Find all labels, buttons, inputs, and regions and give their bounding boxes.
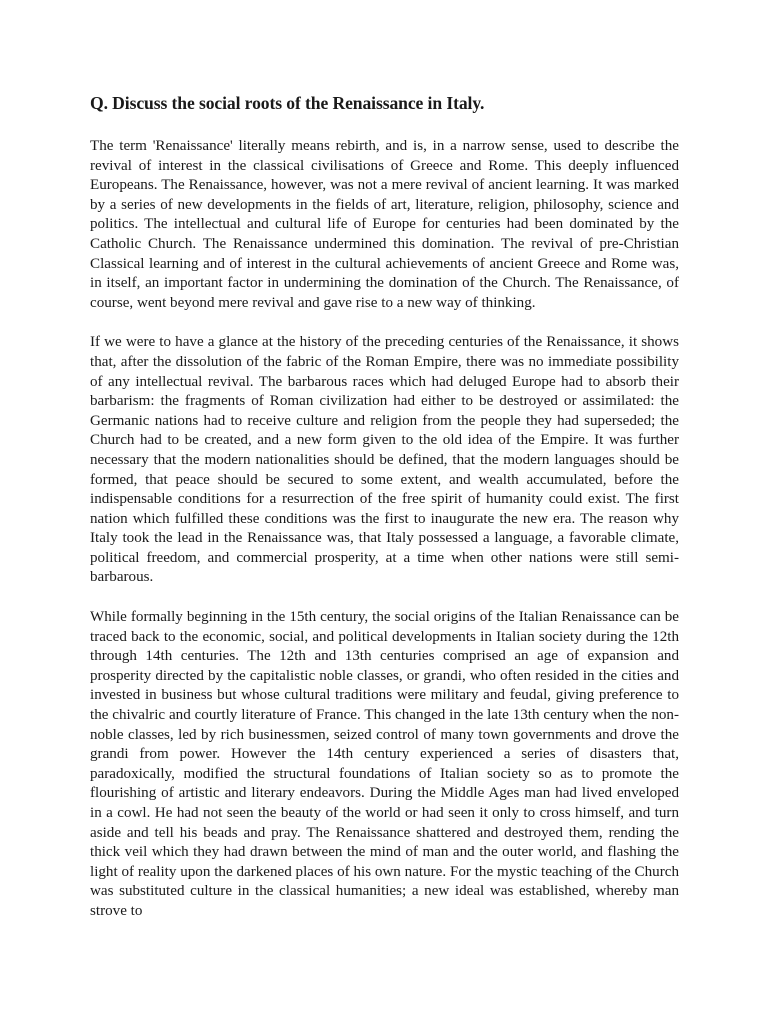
paragraph-preceding-centuries: If we were to have a glance at the history of the preceding centuries of the Renaissance, it shows that, after the dissolution of the fabric of the Roman Empire, there was no immediate possibility of any intellectual revival. The barbarous races which had deluged Europe had to absorb their barbarism: the fragments of Roman civilization had either to be destroyed or assimilated: the Germanic nations had to receive culture and religion from the people they had superseded; the Church had to be created, and a new form given to the old idea of the Empire. It was further necessary that the modern nationalities should be defined, that the modern languages should be formed, that peace should be secured to some extent, and wealth accumulated, before the indispensable conditions for a resurrection of the free spirit of humanity could exist. The first nation which fulfilled these conditions was the first to inaugurate the new era. The reason why Italy took the lead in the Renaissance was, that Italy possessed a language, a favorable climate, political freedom, and commercial prosperity, at a time when other nations were still semi-barbarous. [90,334,679,586]
page-title: Q. Discuss the social roots of the Renaissance in Italy. [90,93,485,113]
paragraph-social-origins: While formally beginning in the 15th century, the social origins of the Italian Renaissance can be traced back to the economic, social, and political developments in Italian society during the 12th through 14th centuries. The 12th and 13th centuries comprised an age of expansion and prosperity directed by the capitalistic noble classes, or grandi, who often resided in the cities and invested in business but whose cultural traditions were military and feudal, giving preference to the chivalric and courtly literature of France. This changed in the late 13th century when the non-noble classes, led by rich businessmen, seized control of many town governments and drove the grandi from power. However the 14th century experienced a series of disasters that, paradoxically, modified the structural foundations of Italian society so as to promote the flourishing of artistic and literary endeavors. During the Middle Ages man had lived enveloped in a cowl. He had not seen the beauty of the world or had seen it only to cross himself, and turn aside and tell his beads and pray. The Renaissance shattered and destroyed them, rending the thick veil which they had drawn between the mind of man and the outer world, and flashing the light of reality upon the darkened places of his own nature. For the mystic teaching of the Church was substituted culture in the classical humanities; a new ideal was established, whereby man strove to [90,609,679,919]
paragraph-renaissance-definition: The term 'Renaissance' literally means rebirth, and is, in a narrow sense, used to describe the revival of interest in the classical civilisations of Greece and Rome. This deeply influenced Europeans. The Renaissance, however, was not a mere revival of ancient learning. It was marked by a series of new developments in the fields of art, literature, religion, philosophy, science and politics. The intellectual and cultural life of Europe for centuries had been dominated by the Catholic Church. The Renaissance undermined this domination. The revival of pre-Christian Classical learning and of interest in the cultural achievements of ancient Greece and Rome was, in itself, an important factor in undermining the domination of the Church. The Renaissance, of course, went beyond mere revival and gave rise to a new way of thinking. [90,138,679,311]
